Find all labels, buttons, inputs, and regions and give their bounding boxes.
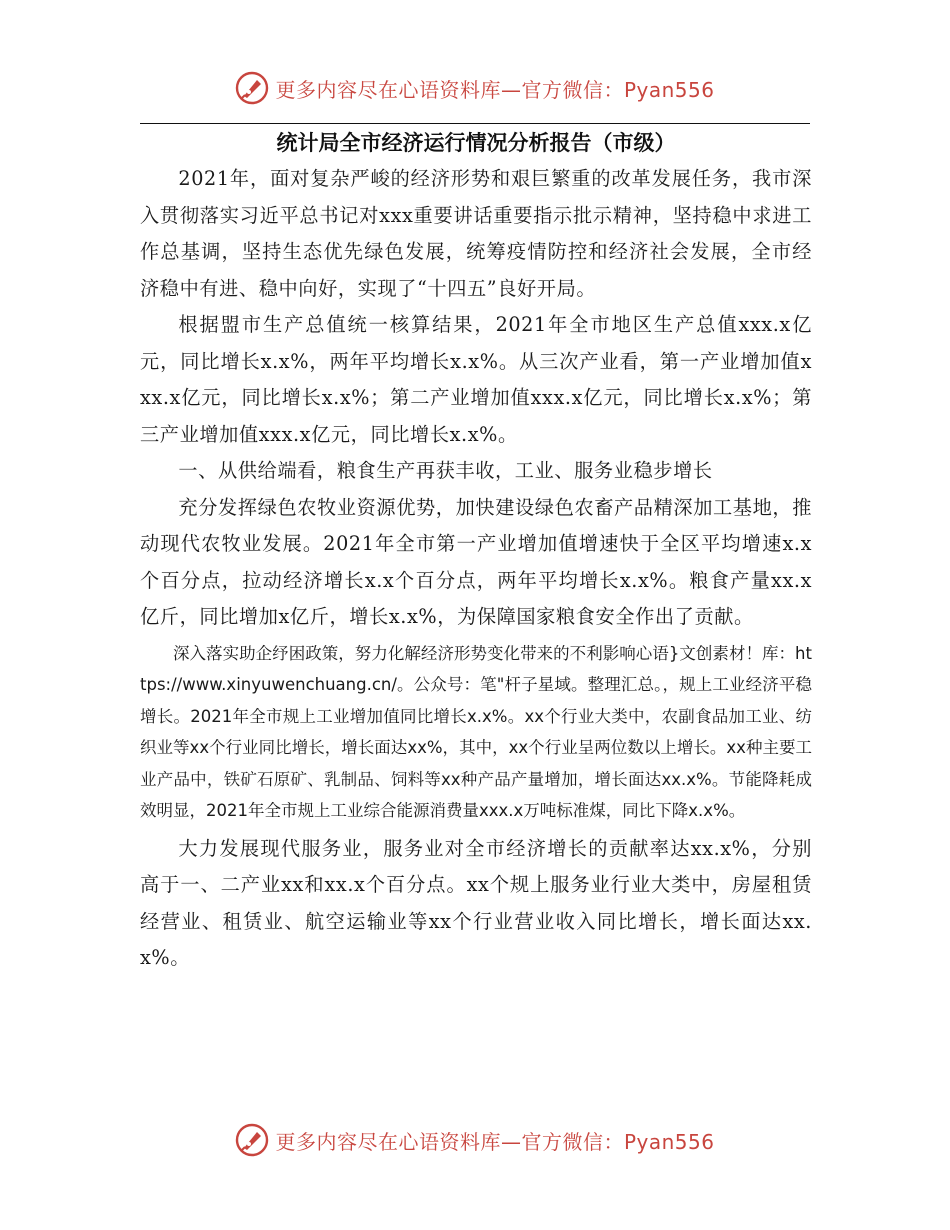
document-body	[140, 125, 812, 977]
header-banner-text: 更多内容尽在心语资料库—官方微信：Pyan556	[275, 77, 715, 102]
pen-nib-logo-icon	[235, 71, 269, 105]
footer-banner-text: 更多内容尽在心语资料库—官方微信：Pyan556	[275, 1129, 715, 1154]
paragraph-agriculture: 充分发挥绿色农牧业资源优势，加快建设绿色农畜产品精深加工基地，推动现代农牧业发展。2021年全市第一产业增加值增速快于全区平均增速x.x个百分点，拉动经济增长x.x个百分点，两年平均增长x.x%。粮食产量xx.x亿斤，同比增加x亿斤，增长x.x%，为保障国家粮食安全作出了贡献。	[140, 495, 812, 628]
paragraph-services: 大力发展现代服务业，服务业对全市经济增长的贡献率达xx.x%，分别高于一、二产业xx和xx.x个百分点。xx个规上服务业行业大类中，房屋租赁经营业、租赁业、航空运输业等xx个行业营业收入同比增长，增长面达xx.x%。	[140, 836, 812, 969]
document-title: 统计局全市经济运行情况分析报告（市级）	[276, 131, 676, 155]
footer-banner	[0, 1118, 950, 1162]
paragraph-intro: 2021年，面对复杂严峻的经济形势和艰巨繁重的改革发展任务，我市深入贯彻落实习近平总书记对xxx重要讲话重要指示批示精神，坚持稳中求进工作总基调，坚持生态优先绿色发展，统筹疫情防控和经济社会发展，全市经济稳中有进、稳中向好，实现了“十四五”良好开局。	[140, 167, 812, 300]
paragraph-gdp: 根据盟市生产总值统一核算结果，2021年全市地区生产总值xxx.x亿元，同比增长x.x%，两年平均增长x.x%。从三次产业看，第一产业增加值xxx.x亿元，同比增长x.x%；第二产业增加值xxx.x亿元，同比增长x.x%；第三产业增加值xxx.x亿元，同比增长x.x%。	[140, 313, 812, 446]
header-banner	[0, 66, 950, 110]
header-divider	[140, 123, 810, 124]
pen-nib-logo-icon	[235, 1123, 269, 1157]
section-heading-supply: 一、从供给端看，粮食生产再获丰收，工业、服务业稳步增长	[178, 459, 713, 482]
paragraph-industry: 深入落实助企纾困政策，努力化解经济形势变化带来的不利影响心语}文创素材！库：https://www.xinyuwenchuang.cn/。公众号：笔"杆子星域。整理汇总。，规上工业经济平稳增长。2021年全市规上工业增加值同比增长x.x%。xx个行业大类中，农副食品加工业、纺织业等xx个行业同比增长，增长面达xx%，其中，xx个行业呈两位数以上增长。xx种主要工业产品中，铁矿石原矿、乳制品、饲料等xx种产品产量增加，增长面达xx.x%。节能降耗成效明显，2021年全市规上工业综合能源消费量xxx.x万吨标准煤，同比下降x.x%。	[140, 643, 812, 820]
